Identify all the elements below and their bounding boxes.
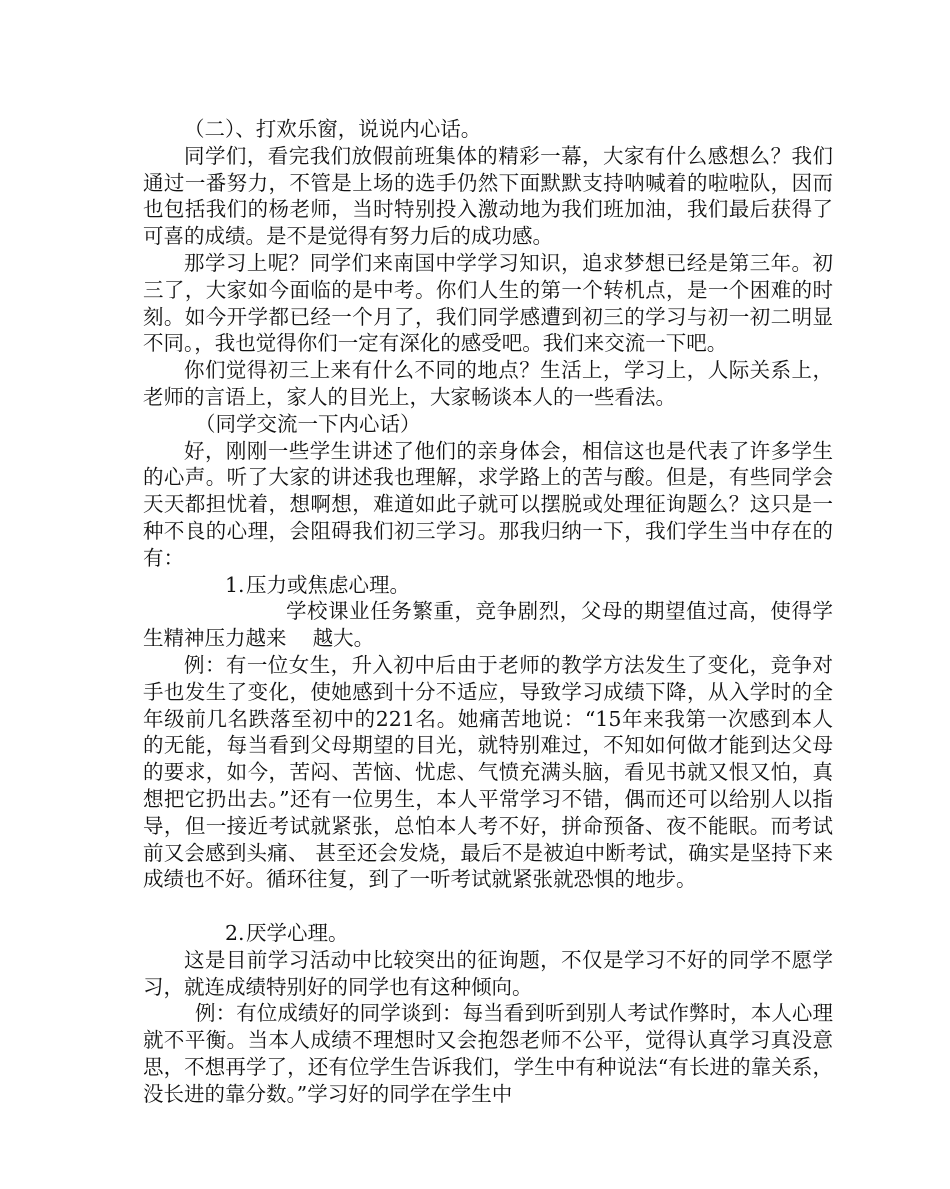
paragraph-8: 这是目前学习活动中比较突出的征询题，不仅是学习不好的同学不愿学习，就连成绩特别好的同学也有这种倾向。 [143,947,833,999]
paragraph-2: 那学习上呢？同学们来南国中学学习知识，追求梦想已经是第三年。初三了，大家如今面临的是中考。你们人生的第一个转机点，是一个困难的时刻。如今开学都已经一个月了，我们同学感遭到初三的学习与初一初二明显不同。，我也觉得你们一定有深化的感受吧。我们来交流一下吧。 [143,250,833,356]
paragraph-1: 同学们，看完我们放假前班集体的精彩一幕，大家有什么感想么？我们通过一番努力，不管是上场的选手仍然下面默默支持呐喊着的啦啦队，因而也包括我们的杨老师，当时特别投入激动地为我们班加油，我们最后获得了可喜的成绩。是不是觉得有努力后的成功感。 [143,143,833,249]
paragraph-6: 学校课业任务繁重，竞争剧烈，父母的期望值过高，使得学生精神压力越来 越大。 [143,599,833,651]
paragraph-9: 例：有位成绩好的同学谈到：每当看到听到别人考试作弊时，本人心理就不平衡。当本人成绩不理想时又会抱怨老师不公平，觉得认真学习真没意思，不想再学了，还有位学生告诉我们，学生中有种说法“有长进的靠关系，没长进的靠分数。”学习好的同学在学生中 [143,1001,833,1106]
document-body [143,116,833,1107]
list-item-1-title: 压力或焦虑心理。 [246,572,410,597]
paragraph-4: （同学交流一下内心话） [195,411,421,436]
paragraph-5: 好，刚刚一些学生讲述了他们的亲身体会，相信这也是代表了许多学生的心声。听了大家的讲述我也理解，求学路上的苦与酸。但是，有些同学会天天都担忧着，想啊想，难道如此子就可以摆脱或处理征询题么？这只是一种不良的心理，会阻碍我们初三学习。那我归纳一下，我们学生当中存在的有： [143,438,833,570]
list-item-2-title: 厌学心理。 [246,920,349,945]
section-heading: （二）、打欢乐窗，说说内心话。 [184,117,482,141]
list-item-2-number: 2. [225,920,245,945]
paragraph-7: 例：有一位女生，升入初中后由于老师的教学方法发生了变化，竞争对手也发生了变化，使她感到十分不适应，导致学习成绩下降，从入学时的全年级前几名跌落至初中的221名。她痛苦地说：“15年来我第一次感到本人的无能，每当看到父母期望的目光，就特别难过，不知如何做才能到达父母的要求，如今，苦闷、苦恼、忧虑、气愤充满头脑，看见书就又恨又怕，真想把它扔出去。”还有一位男生，本人平常学习不错，偶而还可以给别人以指导，但一接近考试就紧张，总怕本人考不好，拼命预备、夜不能眠。而考试前又会感到头痛、 甚至还会发烧，最后不是被迫中断考试，确实是坚持下来成绩也不好。循环往复，到了一听考试就紧张就恐惧的地步。 [143,652,833,892]
list-item-1-number: 1. [225,572,245,597]
list-item-1 [143,572,833,599]
blank-line [143,893,833,920]
list-item-2 [143,920,833,947]
paragraph-3: 你们觉得初三上来有什么不同的地点？生活上，学习上，人际关系上，老师的言语上，家人的目光上，大家畅谈本人的一些看法。 [143,358,833,409]
